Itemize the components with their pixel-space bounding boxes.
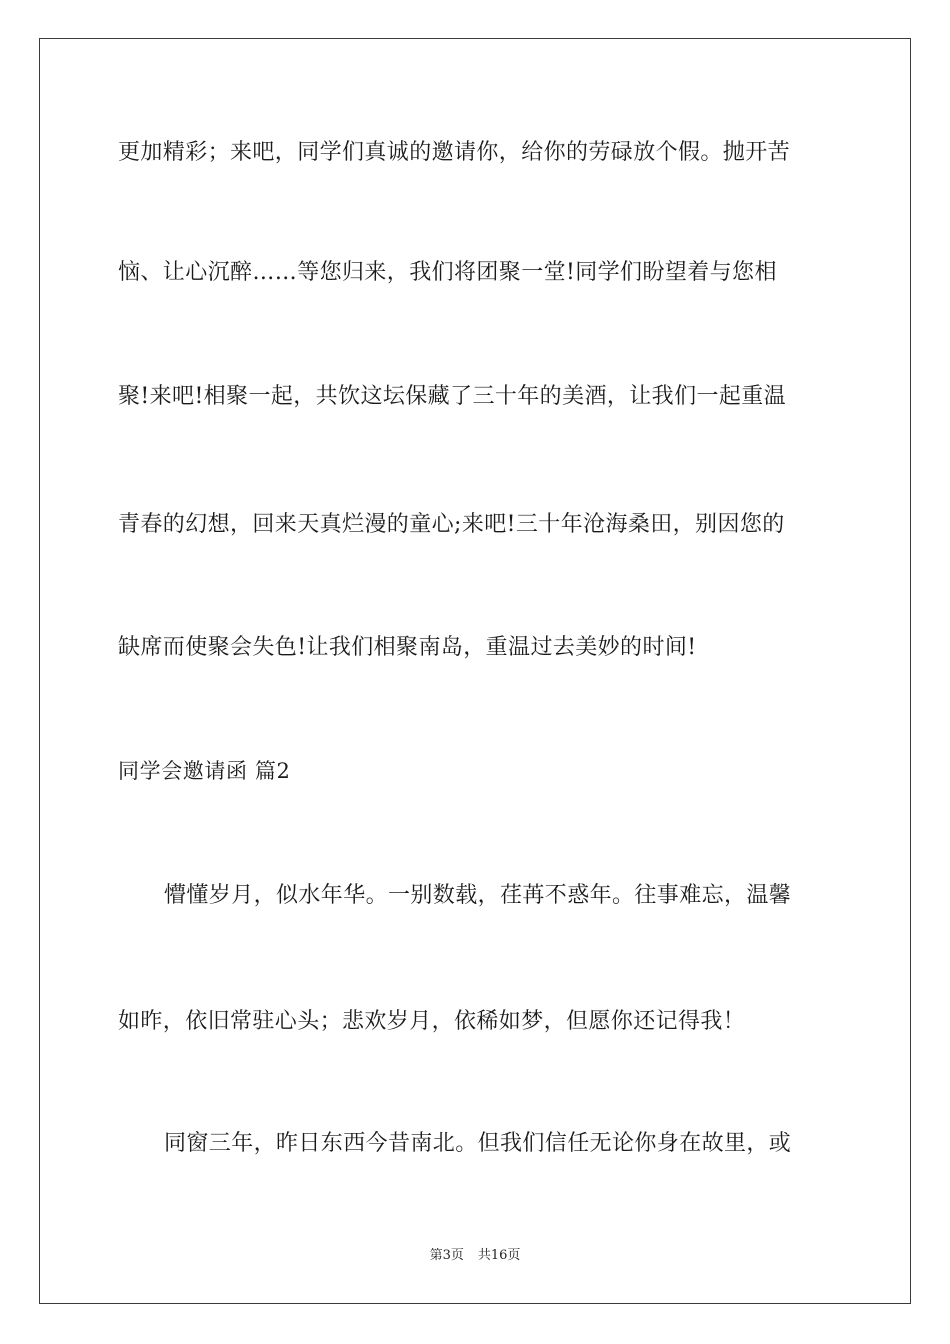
body-line-1: 更加精彩；来吧，同学们真诚的邀请你，给你的劳碌放个假。抛开苦: [118, 140, 791, 165]
para2-line-2: 如昨，依旧常驻心头；悲欢岁月，依稀如梦，但愿你还记得我！: [118, 1009, 746, 1034]
page-number: 第3页: [429, 1248, 464, 1263]
page-total: 共16页: [477, 1248, 521, 1263]
body-line-4: 青春的幻想，回来天真烂漫的童心;来吧!三十年沧海桑田，别因您的: [118, 512, 785, 537]
page-border: [39, 38, 911, 1304]
para3-line-1: 同窗三年，昨日东西今昔南北。但我们信任无论你身在故里，或: [164, 1131, 792, 1156]
body-line-3: 聚!来吧!相聚一起，共饮这坛保藏了三十年的美酒，让我们一起重温: [118, 384, 787, 409]
section-heading: 同学会邀请函 篇2: [118, 759, 291, 783]
para2-line-1: 懵懂岁月，似水年华。一别数载，荏苒不惑年。往事难忘，温馨: [164, 883, 792, 908]
body-line-2: 恼、让心沉醉……等您归来，我们将团聚一堂!同学们盼望着与您相: [118, 260, 777, 285]
page-footer: [0, 1246, 950, 1266]
body-line-5: 缺席而使聚会失色!让我们相聚南岛，重温过去美妙的时间!: [118, 635, 697, 660]
